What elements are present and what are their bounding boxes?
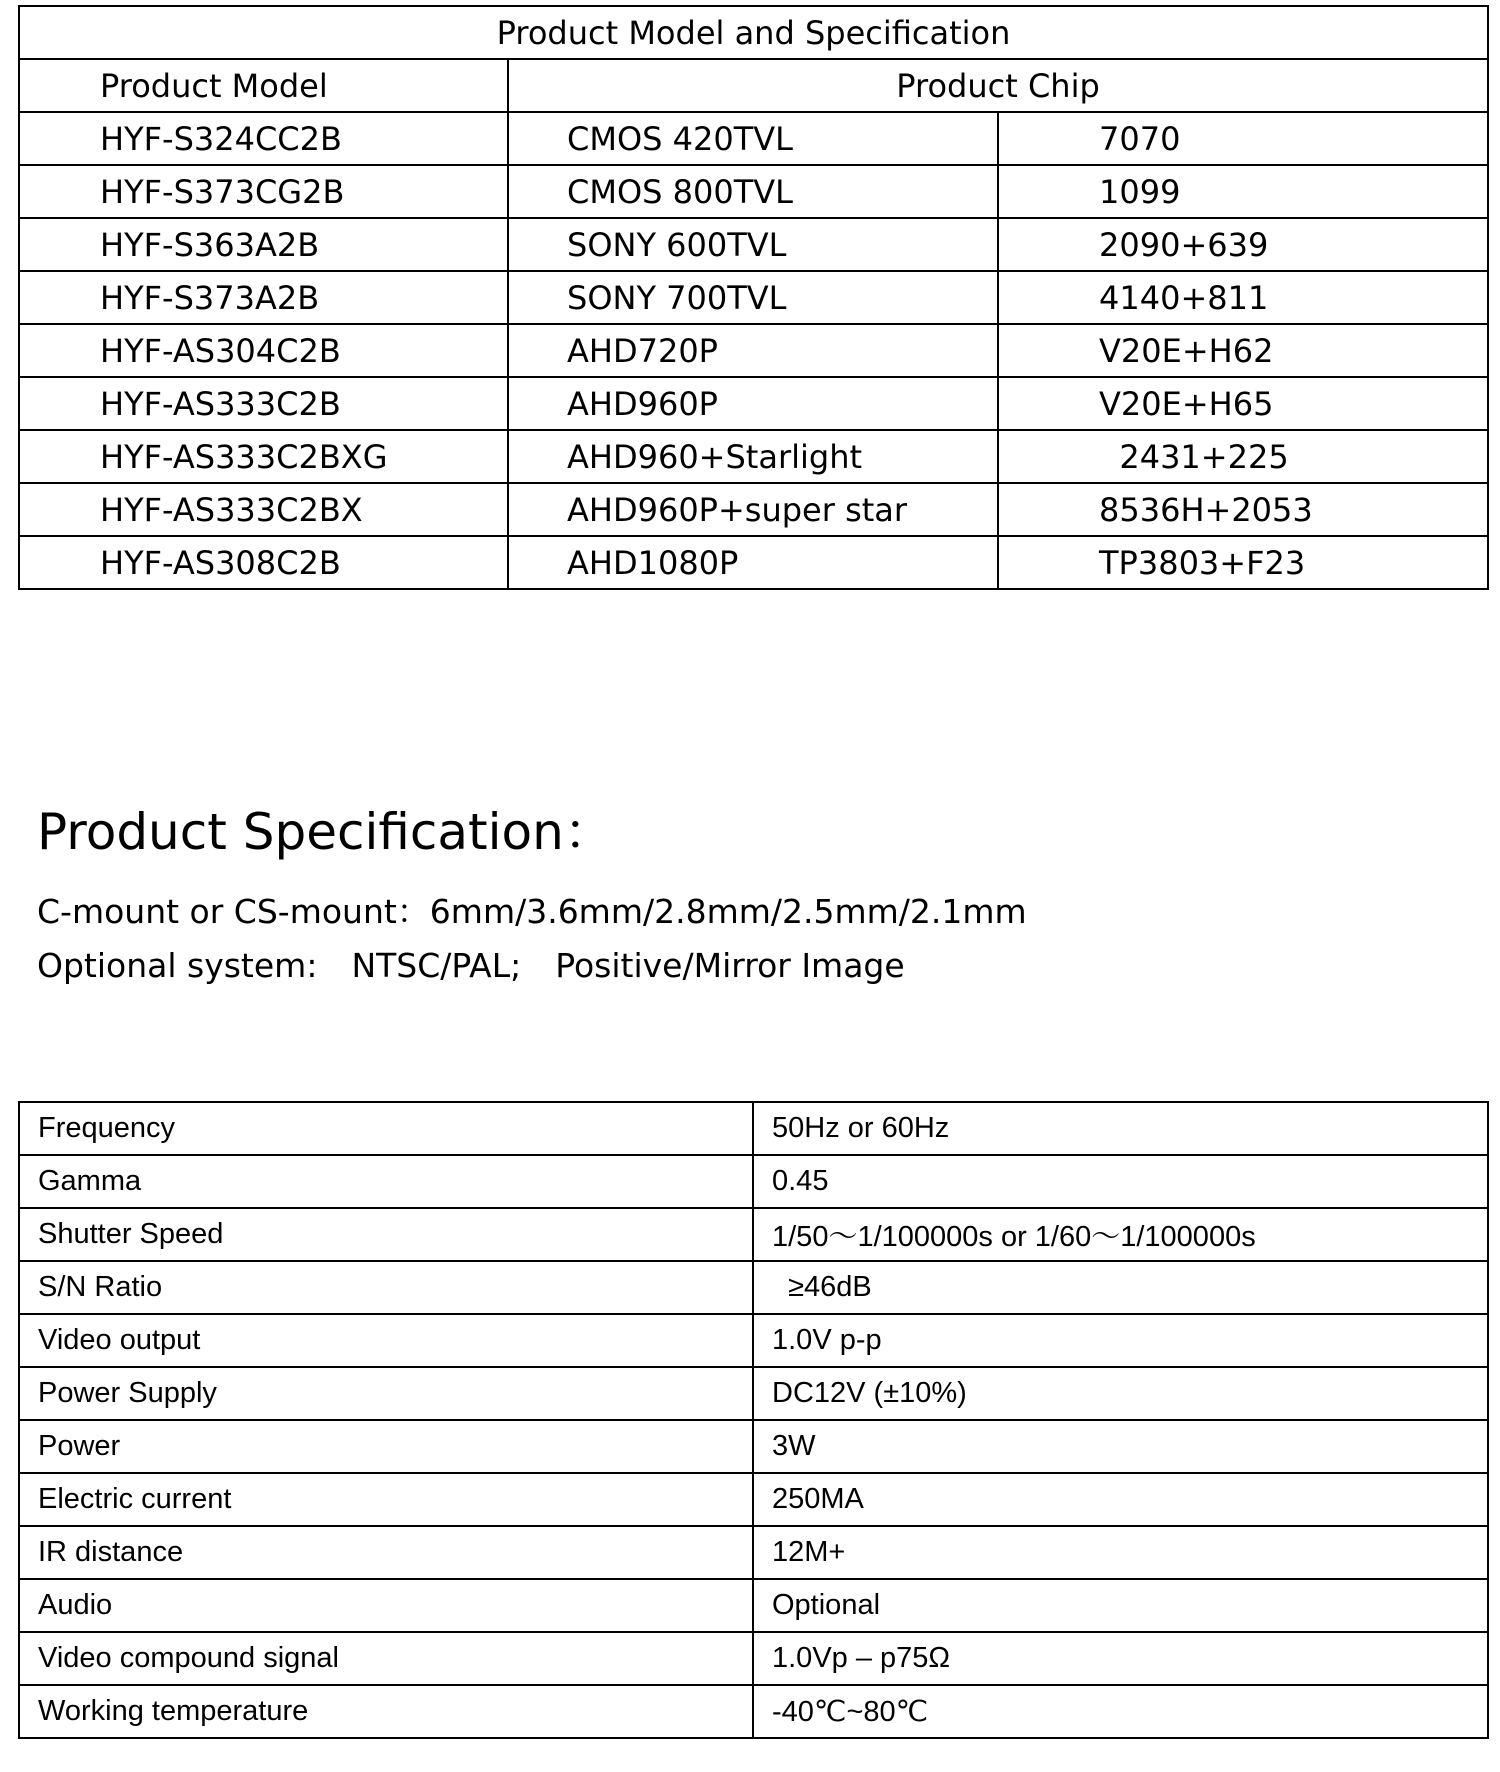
table-row [19, 1632, 1488, 1685]
parameter-value-cell: 1.0V p-p [753, 1314, 1488, 1367]
product-model-table [18, 5, 1489, 590]
chip-code-cell: V20E+H62 [998, 324, 1488, 377]
table-row [19, 1261, 1488, 1314]
mount-label: C-mount or CS-mount： [37, 892, 430, 931]
system-value: NTSC/PAL; [351, 946, 522, 985]
parameter-value-cell: 1.0Vp – p75Ω [753, 1632, 1488, 1685]
product-model-cell: HYF-S324CC2B [19, 112, 508, 165]
parameter-value-cell: ≥46dB [753, 1261, 1488, 1314]
parameter-value-cell: 12M+ [753, 1526, 1488, 1579]
table-row [19, 1526, 1488, 1579]
parameter-value-cell: DC12V (±10%) [753, 1367, 1488, 1420]
header-product-model: Product Model [19, 59, 508, 112]
table-row [19, 324, 1488, 377]
table-row [19, 1473, 1488, 1526]
parameter-name-cell: IR distance [19, 1526, 753, 1579]
sensor-cell: AHD960P+super star [508, 483, 998, 536]
chip-code-cell: 1099 [998, 165, 1488, 218]
product-model-cell: HYF-AS333C2B [19, 377, 508, 430]
system-label: Optional system: [37, 946, 318, 985]
sensor-cell: AHD720P [508, 324, 998, 377]
sensor-cell: AHD960+Starlight [508, 430, 998, 483]
product-model-cell: HYF-AS304C2B [19, 324, 508, 377]
sensor-cell: AHD1080P [508, 536, 998, 589]
table-row [19, 1685, 1488, 1738]
optional-system-line [37, 944, 905, 988]
table-row [19, 483, 1488, 536]
chip-code-cell: TP3803+F23 [998, 536, 1488, 589]
header-product-chip: Product Chip [508, 59, 1488, 112]
parameter-name-cell: S/N Ratio [19, 1261, 753, 1314]
parameter-name-cell: Gamma [19, 1155, 753, 1208]
product-model-cell: HYF-S373A2B [19, 271, 508, 324]
parameter-value-cell: 1/50～1/100000s or 1/60～1/100000s [753, 1208, 1488, 1261]
sensor-cell: SONY 700TVL [508, 271, 998, 324]
table-row [19, 1208, 1488, 1261]
table-row [19, 430, 1488, 483]
parameter-value-cell: 50Hz or 60Hz [753, 1102, 1488, 1155]
parameter-value-cell: 3W [753, 1420, 1488, 1473]
parameter-name-cell: Electric current [19, 1473, 753, 1526]
chip-code-cell: 8536H+2053 [998, 483, 1488, 536]
table-row [19, 1102, 1488, 1155]
chip-code-cell: V20E+H65 [998, 377, 1488, 430]
table-row [19, 536, 1488, 589]
table-row [19, 1579, 1488, 1632]
product-model-cell: HYF-S373CG2B [19, 165, 508, 218]
chip-code-cell: 7070 [998, 112, 1488, 165]
table-row [19, 1420, 1488, 1473]
image-value: Positive/Mirror Image [555, 946, 905, 985]
product-specification-heading: Product Specification： [37, 803, 614, 861]
parameter-name-cell: Video output [19, 1314, 753, 1367]
mount-value: 6mm/3.6mm/2.8mm/2.5mm/2.1mm [429, 892, 1027, 931]
table-row [19, 218, 1488, 271]
product-model-cell: HYF-AS308C2B [19, 536, 508, 589]
chip-code-cell: 2431+225 [998, 430, 1488, 483]
table-row [19, 165, 1488, 218]
product-model-cell: HYF-AS333C2BXG [19, 430, 508, 483]
model-table-title-row [19, 6, 1488, 59]
parameter-value-cell: 0.45 [753, 1155, 1488, 1208]
parameter-name-cell: Power Supply [19, 1367, 753, 1420]
model-table-header-row [19, 59, 1488, 112]
mount-line [37, 890, 1027, 934]
table-row [19, 112, 1488, 165]
parameter-name-cell: Power [19, 1420, 753, 1473]
sensor-cell: AHD960P [508, 377, 998, 430]
table-row [19, 271, 1488, 324]
parameter-name-cell: Working temperature [19, 1685, 753, 1738]
parameter-name-cell: Frequency [19, 1102, 753, 1155]
parameter-value-cell: -40℃~80℃ [753, 1685, 1488, 1738]
chip-code-cell: 2090+639 [998, 218, 1488, 271]
table-row [19, 377, 1488, 430]
sensor-cell: CMOS 800TVL [508, 165, 998, 218]
sensor-cell: CMOS 420TVL [508, 112, 998, 165]
table-row [19, 1314, 1488, 1367]
model-table-title: Product Model and Specification [19, 6, 1488, 59]
table-row [19, 1367, 1488, 1420]
product-model-cell: HYF-S363A2B [19, 218, 508, 271]
product-model-cell: HYF-AS333C2BX [19, 483, 508, 536]
specification-parameters-table [18, 1101, 1489, 1739]
sensor-cell: SONY 600TVL [508, 218, 998, 271]
chip-code-cell: 4140+811 [998, 271, 1488, 324]
parameter-name-cell: Shutter Speed [19, 1208, 753, 1261]
table-row [19, 1155, 1488, 1208]
parameter-value-cell: 250MA [753, 1473, 1488, 1526]
parameter-value-cell: Optional [753, 1579, 1488, 1632]
parameter-name-cell: Audio [19, 1579, 753, 1632]
parameter-name-cell: Video compound signal [19, 1632, 753, 1685]
